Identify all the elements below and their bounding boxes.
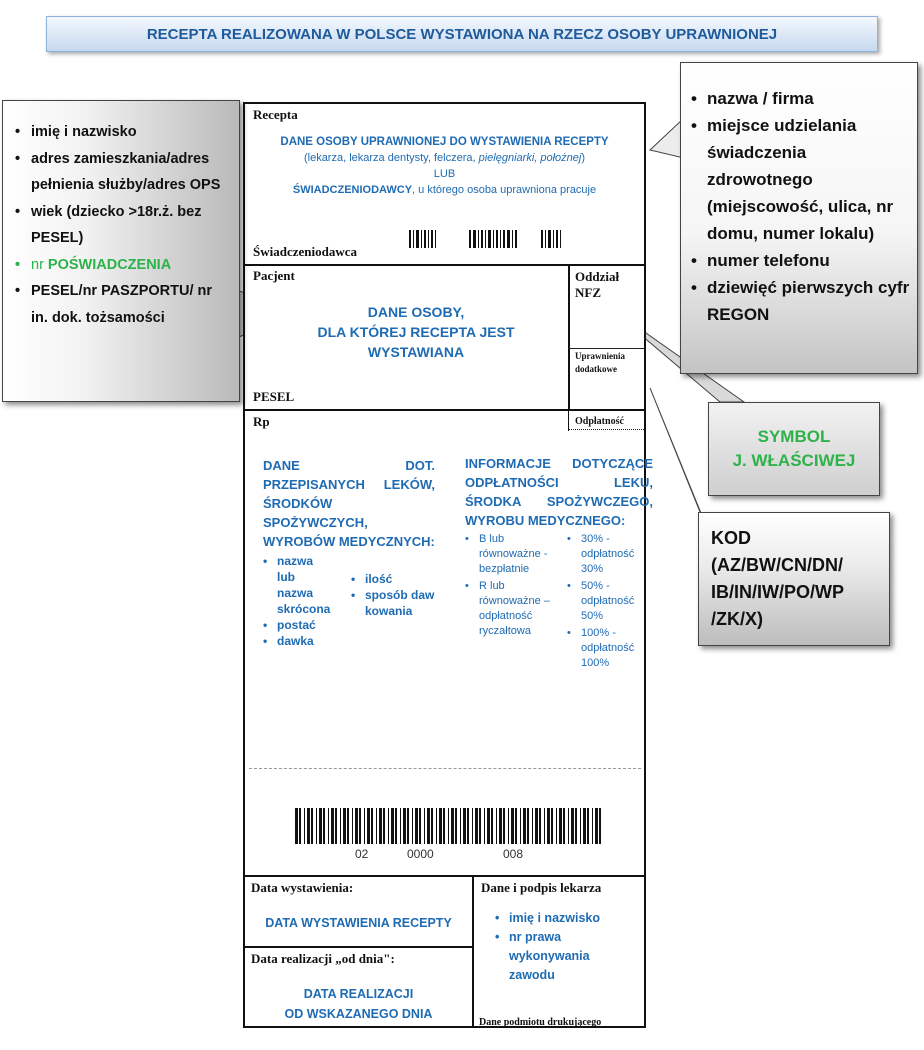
barcode-bar bbox=[307, 808, 310, 844]
barcode-bar bbox=[499, 808, 502, 844]
barcode-bar bbox=[367, 808, 370, 844]
recepta-label: Recepta bbox=[253, 107, 298, 122]
barcode-bar bbox=[328, 808, 329, 844]
oddzial-nfz-label: Oddział NFZ bbox=[575, 269, 620, 300]
barcode-bar bbox=[340, 808, 341, 844]
barcode-bar bbox=[475, 808, 478, 844]
barcode-bar bbox=[400, 808, 401, 844]
payment-list-1 bbox=[465, 532, 561, 671]
barcode-bar bbox=[395, 808, 397, 844]
barcode-bar bbox=[547, 808, 550, 844]
list-item: • dawka bbox=[263, 633, 351, 649]
podpis-list bbox=[495, 909, 625, 985]
list-item: • ilość bbox=[351, 571, 435, 587]
provider-fields-list bbox=[689, 85, 911, 328]
barcode-bar bbox=[311, 808, 313, 844]
barcode-bar bbox=[319, 808, 322, 844]
drugs-list-2 bbox=[351, 571, 435, 649]
barcode-bar bbox=[316, 808, 317, 844]
barcode-bar bbox=[304, 808, 305, 844]
barcode-bar bbox=[436, 808, 437, 844]
barcode-bar bbox=[419, 808, 421, 844]
drugs-heading: DANE DOT. PRZEPISANYCH LEKÓW, ŚRODKÓW SPOŻYWCZYCH, WYROBÓW MEDYCZNYCH: bbox=[263, 458, 435, 549]
barcode-bar bbox=[460, 808, 461, 844]
barcode-bar bbox=[599, 808, 601, 844]
barcode-bar bbox=[415, 808, 418, 844]
barcode-bar bbox=[379, 808, 382, 844]
list-item: • PESEL/nr PASZPORTU/ nr in. dok. tożsamości bbox=[13, 278, 231, 331]
barcode-bar bbox=[527, 808, 529, 844]
barcode-bar bbox=[407, 808, 409, 844]
barcode-bar bbox=[515, 808, 517, 844]
pesel-label: PESEL bbox=[253, 389, 295, 404]
list-item: • 30% - odpłatność 30% bbox=[567, 532, 651, 577]
barcode-bar bbox=[508, 808, 509, 844]
issuer-line-4: ŚWIADCZENIODAWCY, u którego osoba uprawniona pracuje bbox=[292, 184, 597, 196]
barcode-bar bbox=[431, 808, 433, 844]
barcode-bar bbox=[580, 808, 581, 844]
odplatnosc-label: Odpłatność bbox=[575, 416, 624, 427]
barcode-bar bbox=[451, 808, 454, 844]
issuer-barcode-small bbox=[405, 228, 571, 250]
list-item: • dziewięć pierwszych cyfr REGON bbox=[689, 274, 911, 328]
kod-text: KOD (AZ/BW/CN/DN/ IB/IN/IW/PO/WP /ZK/X) bbox=[711, 528, 844, 629]
barcode-bar bbox=[335, 808, 337, 844]
barcode-bar bbox=[583, 808, 586, 844]
issuer-data-text bbox=[245, 134, 644, 198]
barcode-bar bbox=[479, 808, 481, 844]
barcode-bar bbox=[455, 808, 457, 844]
list-item: • miejsce udzielania świadczenia zdrowotnego (miejscowość, ulica, nr domu, numer lokalu) bbox=[689, 112, 911, 247]
barcode-bar bbox=[544, 808, 545, 844]
barcode-bar bbox=[376, 808, 377, 844]
drugs-list-1 bbox=[263, 553, 351, 649]
barcode-bar bbox=[568, 808, 569, 844]
barcode-bar bbox=[472, 808, 473, 844]
main-barcode bbox=[295, 806, 605, 862]
barcode-bar bbox=[595, 808, 598, 844]
barcode-bar bbox=[439, 808, 442, 844]
barcode-bar bbox=[559, 808, 562, 844]
page-title: RECEPTA REALIZOWANA W POLSCE WYSTAWIONA NA RZECZ OSOBY UPRAWNIONEJ bbox=[46, 16, 878, 52]
issuer-line-3: LUB bbox=[433, 168, 456, 180]
payment-heading: INFORMACJE DOTYCZĄCE ODPŁATNOŚCI LEKU, ŚRODKA SPOŻYWCZEGO, WYROBU MEDYCZNEGO: bbox=[465, 456, 653, 528]
barcode-bar bbox=[448, 808, 449, 844]
right-callout bbox=[680, 62, 918, 374]
barcode-bar bbox=[539, 808, 541, 844]
list-item: • nazwa / firma bbox=[689, 85, 911, 112]
barcode-number-2: 0000 bbox=[407, 847, 434, 861]
kod-callout bbox=[698, 512, 890, 646]
barcode-bar bbox=[551, 808, 553, 844]
barcode-bar bbox=[364, 808, 365, 844]
data-wystawienia-label: Data wystawienia: bbox=[251, 880, 354, 895]
barcode-bar bbox=[511, 808, 514, 844]
barcode-bar bbox=[331, 808, 334, 844]
barcode-number-3: 008 bbox=[503, 847, 524, 861]
barcode-bar bbox=[571, 808, 574, 844]
barcode-bar bbox=[463, 808, 466, 844]
barcode-bar bbox=[295, 808, 298, 844]
left-callout bbox=[2, 100, 240, 402]
list-item: • nr prawa wykonywania zawodu bbox=[495, 928, 617, 985]
barcode-bar bbox=[491, 808, 493, 844]
swiadczeniodawca-label: Świadczeniodawca bbox=[253, 244, 357, 259]
barcode-bar bbox=[523, 808, 526, 844]
list-item: • 50% - odpłatność 50% bbox=[567, 579, 651, 624]
list-item: • numer telefonu bbox=[689, 247, 911, 274]
payment-info bbox=[465, 454, 653, 671]
symbol-line-2: J. WŁAŚCIWEJ bbox=[732, 451, 856, 470]
symbol-line-1: SYMBOL bbox=[757, 427, 831, 446]
barcode-bar bbox=[520, 808, 521, 844]
barcode-bar bbox=[487, 808, 490, 844]
drugs-info bbox=[263, 456, 435, 649]
barcode-bar bbox=[403, 808, 406, 844]
barcode-bar bbox=[575, 808, 577, 844]
symbol-callout bbox=[708, 402, 880, 496]
barcode-number-1: 02 bbox=[355, 847, 369, 861]
list-item: • nazwa lub nazwa skrócona bbox=[263, 553, 327, 617]
podmiot-drukujacy-label: Dane podmiotu drukującego bbox=[479, 1017, 602, 1028]
issuer-line-1: DANE OSOBY UPRAWNIONEJ DO WYSTAWIENIA RECEPTY bbox=[280, 136, 609, 148]
list-item: • imię i nazwisko bbox=[13, 119, 231, 146]
patient-data-text: DANE OSOBY, DLA KTÓREJ RECEPTA JEST WYSTAWIANA bbox=[317, 304, 515, 360]
pacjent-label: Pacjent bbox=[253, 268, 295, 283]
barcode-bar bbox=[391, 808, 394, 844]
barcode-bar bbox=[323, 808, 325, 844]
patient-fields-list bbox=[13, 119, 231, 331]
barcode-bar bbox=[412, 808, 413, 844]
payment-list-2 bbox=[567, 532, 651, 671]
issuer-line-2: (lekarza, lekarza dentysty, felczera, pielęgniarki, położnej) bbox=[303, 152, 586, 164]
right-callout-pointer bbox=[650, 118, 684, 158]
barcode-bar bbox=[383, 808, 385, 844]
podpis-lekarza-label: Dane i podpis lekarza bbox=[481, 880, 602, 895]
barcode-bar bbox=[467, 808, 469, 844]
barcode-bar bbox=[388, 808, 389, 844]
barcode-bar bbox=[347, 808, 349, 844]
uprawnienia-label: Uprawnienia dodatkowe bbox=[575, 351, 626, 374]
barcode-bar bbox=[359, 808, 361, 844]
data-wystawienia-text: DATA WYSTAWIENIA RECEPTY bbox=[265, 916, 452, 930]
barcode-bar bbox=[371, 808, 373, 844]
rp-label: Rp bbox=[253, 414, 270, 429]
barcode-bar bbox=[484, 808, 485, 844]
barcode-bar bbox=[355, 808, 358, 844]
list-item: • imię i nazwisko bbox=[495, 909, 625, 928]
barcode-bar bbox=[532, 808, 533, 844]
barcode-bar bbox=[424, 808, 425, 844]
barcode-bar bbox=[343, 808, 346, 844]
list-item: • nr POŚWIADCZENIA bbox=[13, 252, 231, 279]
barcode-bar bbox=[592, 808, 593, 844]
barcode-bar bbox=[587, 808, 589, 844]
barcode-bar bbox=[443, 808, 445, 844]
barcode-bar bbox=[496, 808, 497, 844]
list-item: • B lub równoważne - bezpłatnie bbox=[465, 532, 561, 577]
barcode-bar bbox=[427, 808, 430, 844]
barcode-bar bbox=[299, 808, 301, 844]
list-item: • 100% - odpłatność 100% bbox=[567, 626, 651, 671]
barcode-bar bbox=[503, 808, 505, 844]
data-realizacji-text: DATA REALIZACJI OD WSKAZANEGO DNIA bbox=[284, 987, 433, 1021]
list-item: • wiek (dziecko >18r.ż. bez PESEL) bbox=[13, 199, 231, 252]
list-item: • sposób dawkowania bbox=[351, 587, 435, 619]
data-realizacji-label: Data realizacji „od dnia": bbox=[251, 951, 395, 966]
barcode-bar bbox=[352, 808, 353, 844]
list-item: • adres zamieszkania/adres pełnienia służby/adres OPS bbox=[13, 146, 231, 199]
list-item: • R lub równoważne – odpłatność ryczałtowa bbox=[465, 579, 561, 639]
barcode-bar bbox=[556, 808, 557, 844]
list-item: • postać bbox=[263, 617, 351, 633]
barcode-bar bbox=[535, 808, 538, 844]
prescription-form bbox=[243, 102, 653, 1028]
barcode-bar bbox=[563, 808, 565, 844]
